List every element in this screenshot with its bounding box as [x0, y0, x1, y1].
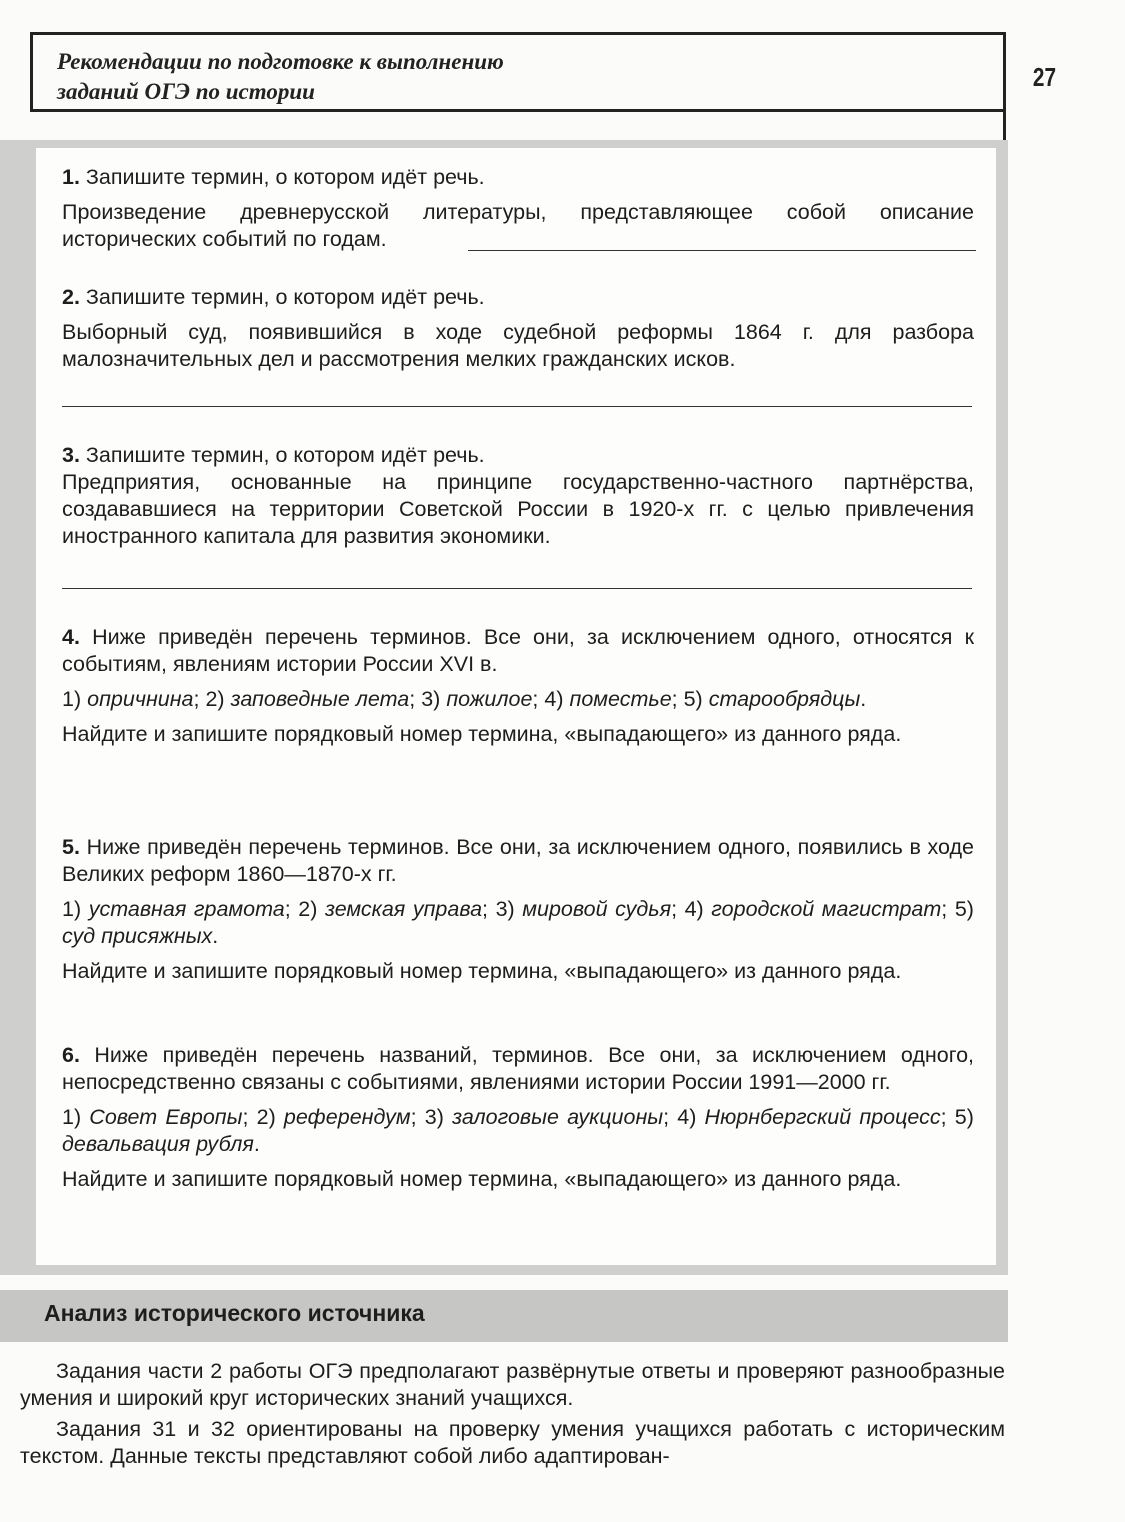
header-title — [57, 47, 504, 107]
header-title-line2: заданий ОГЭ по истории — [57, 79, 315, 104]
term-2: земская управа — [324, 897, 483, 921]
term-1: опричнина — [87, 687, 194, 711]
task-2 — [62, 284, 974, 373]
term-1: Совет Европы — [89, 1105, 243, 1129]
task-3 — [62, 442, 974, 550]
header-box — [30, 32, 1006, 112]
task-1 — [62, 164, 974, 253]
term-5: старообрядцы — [708, 687, 861, 711]
term-5: девальвация рубля — [62, 1132, 254, 1156]
tasks-card — [36, 148, 996, 1265]
term-1: уставная грамота — [88, 897, 285, 921]
term-2: референдум — [283, 1105, 411, 1129]
task-prompt: Ниже приведён перечень терминов. Все они, за исключением одного, относятся к событиям, явлениям истории России XVI в. — [62, 625, 974, 676]
term-3: залоговые аукционы — [452, 1105, 664, 1129]
section-title: Анализ исторического источника — [44, 1300, 425, 1326]
task-number: 4. — [62, 625, 80, 649]
task-text: Предприятия, основанные на принципе государственно-частного партнёрства, создававшиеся на территории Советской России в 1920-х гг. с целью привлечения иностранного капитала для развития экономики. — [62, 470, 974, 548]
task-number: 1. — [62, 165, 80, 189]
section-paragraph-1: Задания части 2 работы ОГЭ предполагают развёрнутые ответы и проверяют разнообразные умения и широкий круг исторических знаний учащихся. — [20, 1359, 1005, 1410]
task-number: 6. — [62, 1043, 80, 1067]
term-5: суд присяжных — [62, 924, 213, 948]
term-3: пожилое — [446, 687, 533, 711]
header-title-line1: Рекомендации по подготовке к выполнению — [57, 49, 504, 74]
task-4 — [62, 624, 974, 748]
term-4: Нюрнбергский процесс — [704, 1105, 941, 1129]
answer-line[interactable] — [468, 250, 976, 251]
task-number: 3. — [62, 443, 80, 467]
answer-line[interactable] — [62, 588, 972, 589]
task-prompt: Запишите термин, о котором идёт речь. — [85, 165, 485, 189]
answer-line[interactable] — [62, 406, 972, 407]
task-instruction: Найдите и запишите порядковый номер термина, «выпадающего» из данного ряда. — [62, 1167, 902, 1191]
task-number: 5. — [62, 835, 80, 859]
term-list: 1) опричнина; 2) заповедные лета; 3) пожилое; 4) поместье; 5) старообрядцы. — [62, 687, 867, 711]
task-6 — [62, 1042, 974, 1193]
task-prompt: Запишите термин, о котором идёт речь. — [85, 285, 485, 309]
term-list: 1) Совет Европы; 2) референдум; 3) залоговые аукционы; 4) Нюрнбергский процесс; 5) девальвация рубля. — [62, 1105, 974, 1156]
task-text: Выборный суд, появившийся в ходе судебной реформы 1864 г. для разбора малозначительных дел и рассмотрения мелких гражданских исков. — [62, 320, 974, 371]
section-paragraph-2: Задания 31 и 32 ориентированы на проверку умения учащихся работать с историческим текстом. Данные тексты представляют собой либо адаптирован- — [20, 1417, 1005, 1468]
task-text: Произведение древнерусской литературы, представляющее собой описание исторических событий по годам. — [62, 200, 974, 251]
task-prompt: Ниже приведён перечень названий, терминов. Все они, за исключением одного, непосредственно связаны с событиями, явлениями истории России 1991—2000 гг. — [62, 1043, 974, 1094]
page-number: 27 — [1032, 62, 1057, 92]
task-instruction: Найдите и запишите порядковый номер термина, «выпадающего» из данного ряда. — [62, 959, 902, 983]
task-5 — [62, 834, 974, 985]
term-3: мировой судья — [522, 897, 672, 921]
task-number: 2. — [62, 285, 80, 309]
term-4: поместье — [569, 687, 672, 711]
term-2: заповедные лета — [230, 687, 410, 711]
task-instruction: Найдите и запишите порядковый номер термина, «выпадающего» из данного ряда. — [62, 722, 902, 746]
term-list: 1) уставная грамота; 2) земская управа; 3) мировой судья; 4) городской магистрат; 5) суд присяжных. — [62, 897, 974, 948]
term-4: городской магистрат — [711, 897, 942, 921]
task-prompt: Ниже приведён перечень терминов. Все они, за исключением одного, появились в ходе Великих реформ 1860—1870-х гг. — [62, 835, 974, 886]
task-prompt: Запишите термин, о котором идёт речь. — [85, 443, 485, 467]
